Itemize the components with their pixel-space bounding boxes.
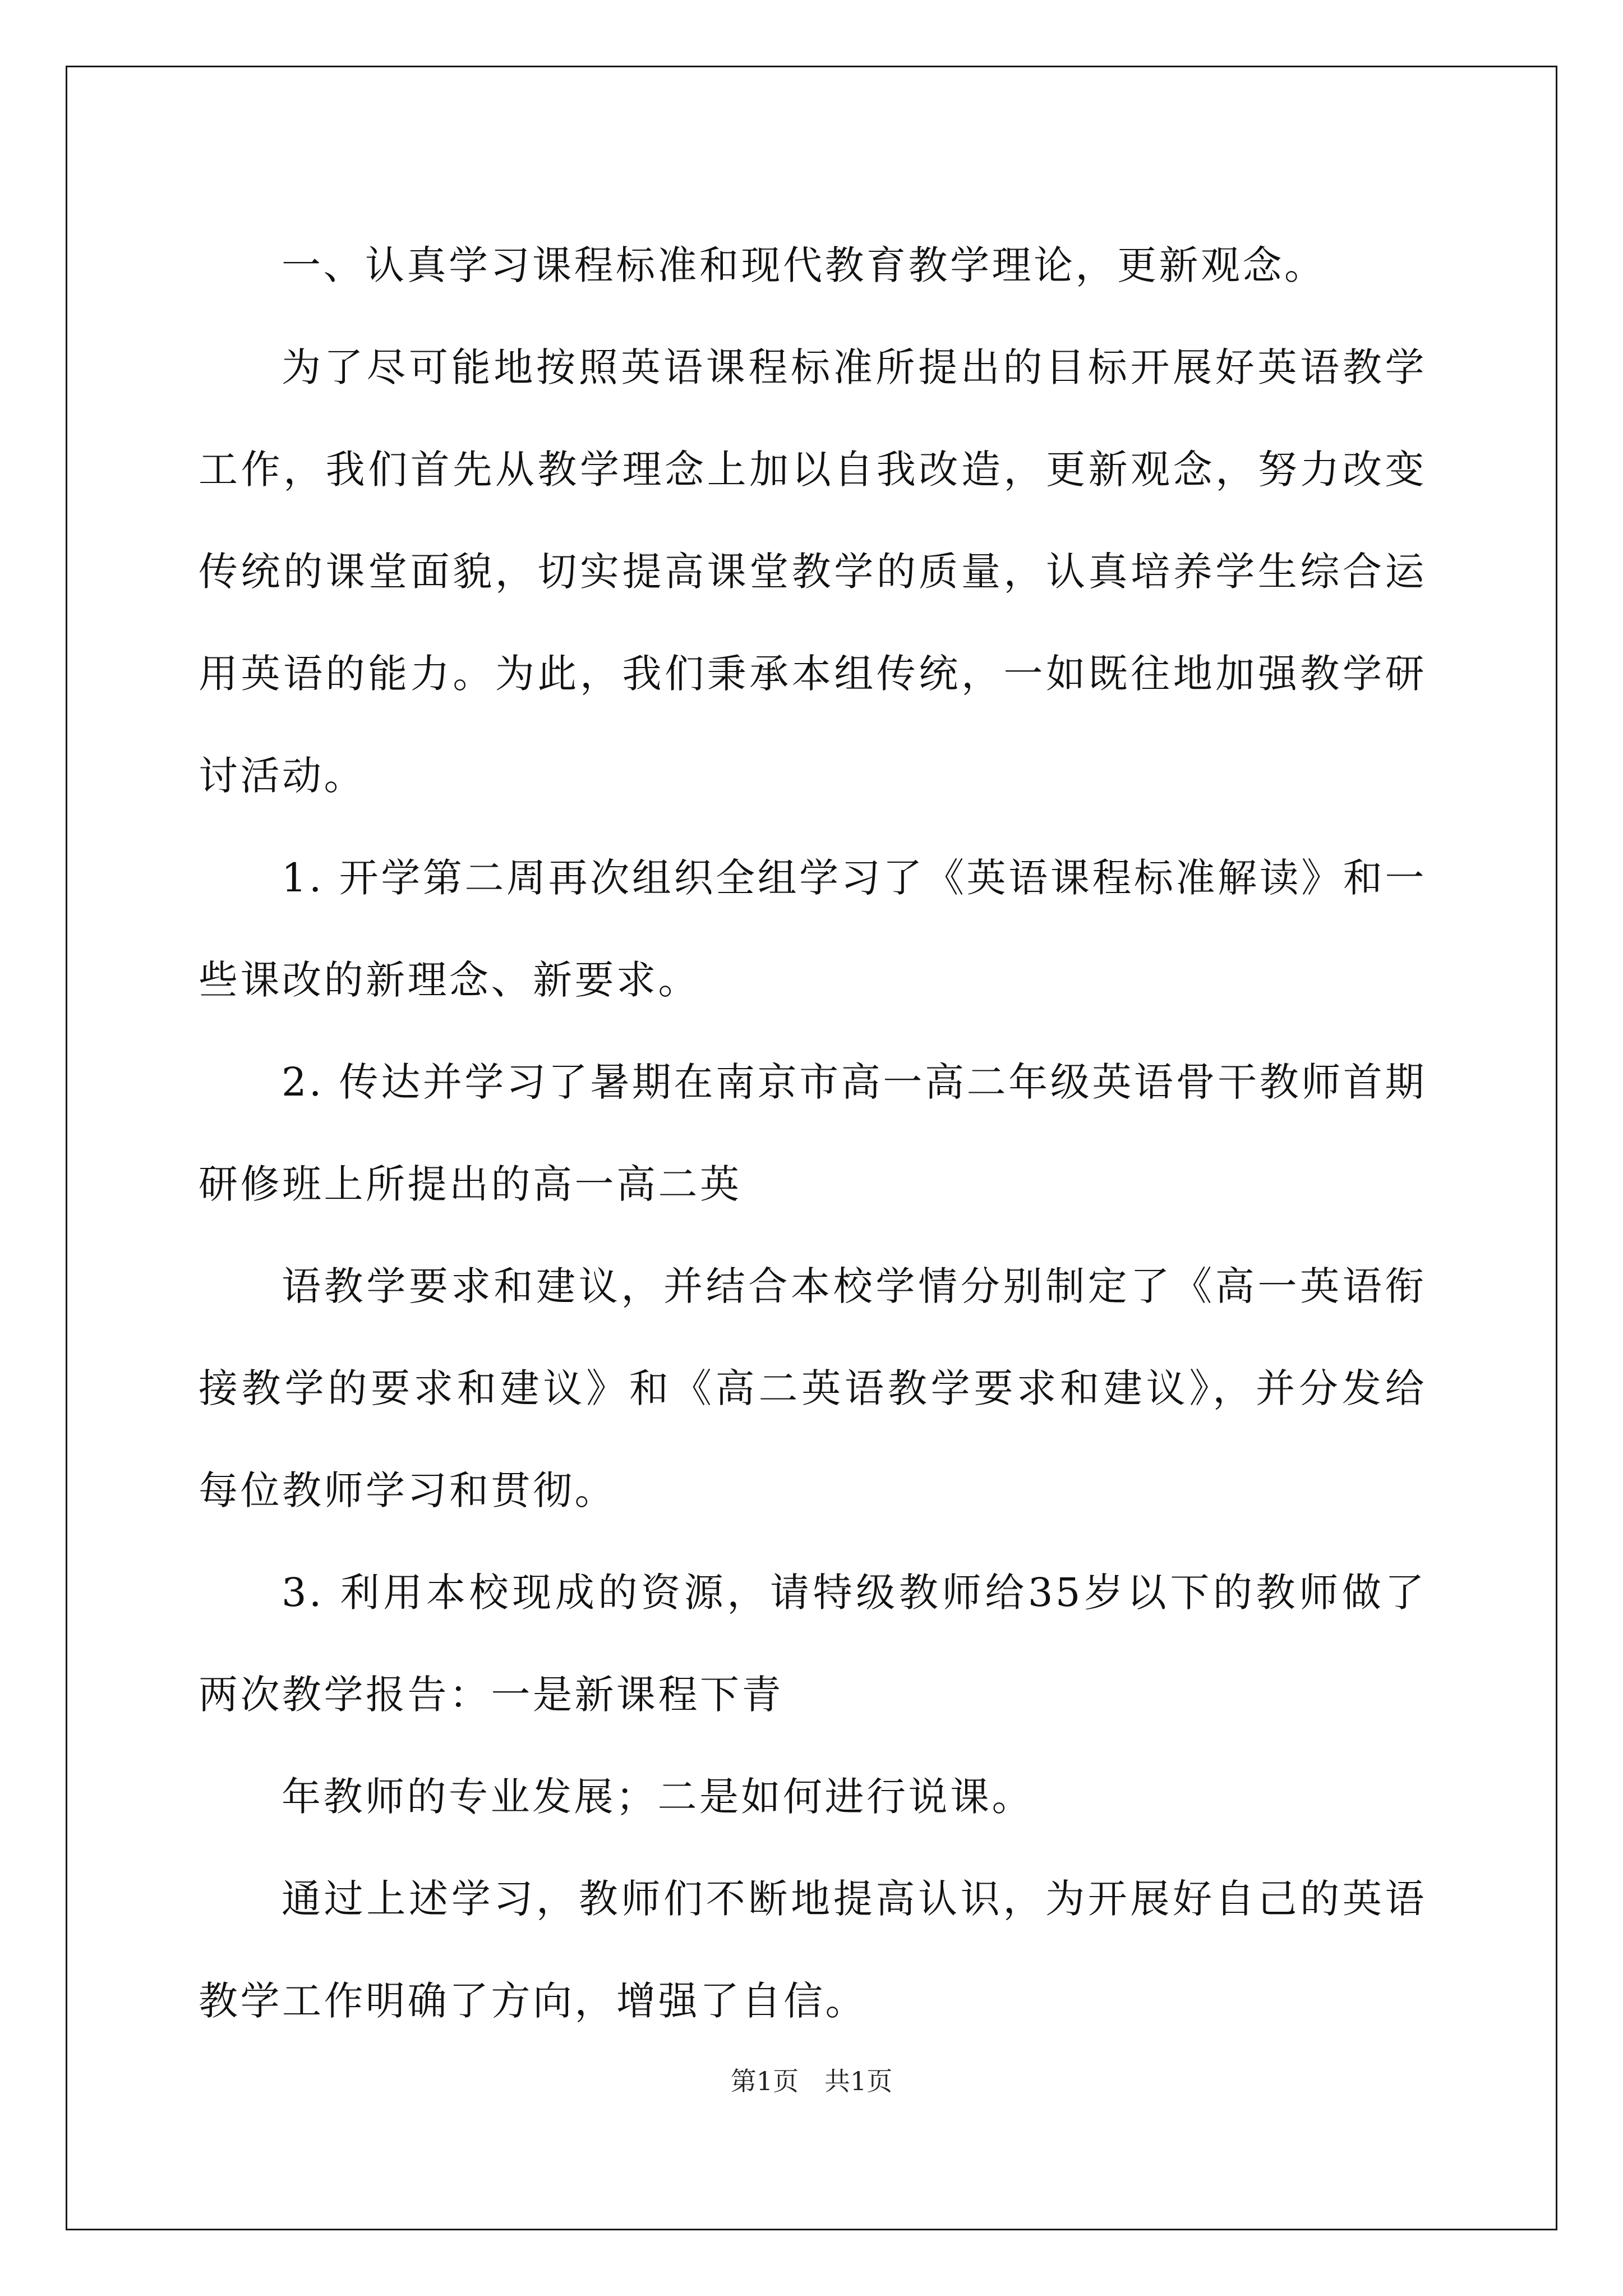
paragraph: 为了尽可能地按照英语课程标准所提出的目标开展好英语教学工作，我们首先从教学理念上加以自我改造，更新观念，努力改变传统的课堂面貌，切实提高课堂教学的质量，认真培养学生综合运用英语的能力。为此，我们秉承本组传统，一如既往地加强教学研讨活动。	[199, 344, 1427, 799]
document-body	[199, 214, 1427, 2052]
paragraph: 1. 开学第二周再次组织全组学习了《英语课程标准解读》和一些课改的新理念、新要求。	[199, 855, 1427, 1003]
paragraph-heading: 一、认真学习课程标准和现代教育教学理论，更新观念。	[282, 242, 1326, 288]
paragraph: 通过上述学习，教师们不断地提高认识，为开展好自己的英语教学工作明确了方向，增强了自信。	[199, 1876, 1427, 2024]
paragraph: 2. 传达并学习了暑期在南京市高一高二年级英语骨干教师首期研修班上所提出的高一高二英	[199, 1059, 1427, 1207]
paragraph: 年教师的专业发展；二是如何进行说课。	[282, 1774, 1034, 1820]
paragraph: 3. 利用本校现成的资源，请特级教师给35岁以下的教师做了两次教学报告：一是新课程下青	[199, 1570, 1427, 1718]
paragraph: 语教学要求和建议，并结合本校学情分别制定了《高一英语衔接教学的要求和建议》和《高二英语教学要求和建议》，并分发给每位教师学习和贯彻。	[199, 1263, 1427, 1513]
page-number: 第1页 共1页	[730, 2066, 893, 2096]
